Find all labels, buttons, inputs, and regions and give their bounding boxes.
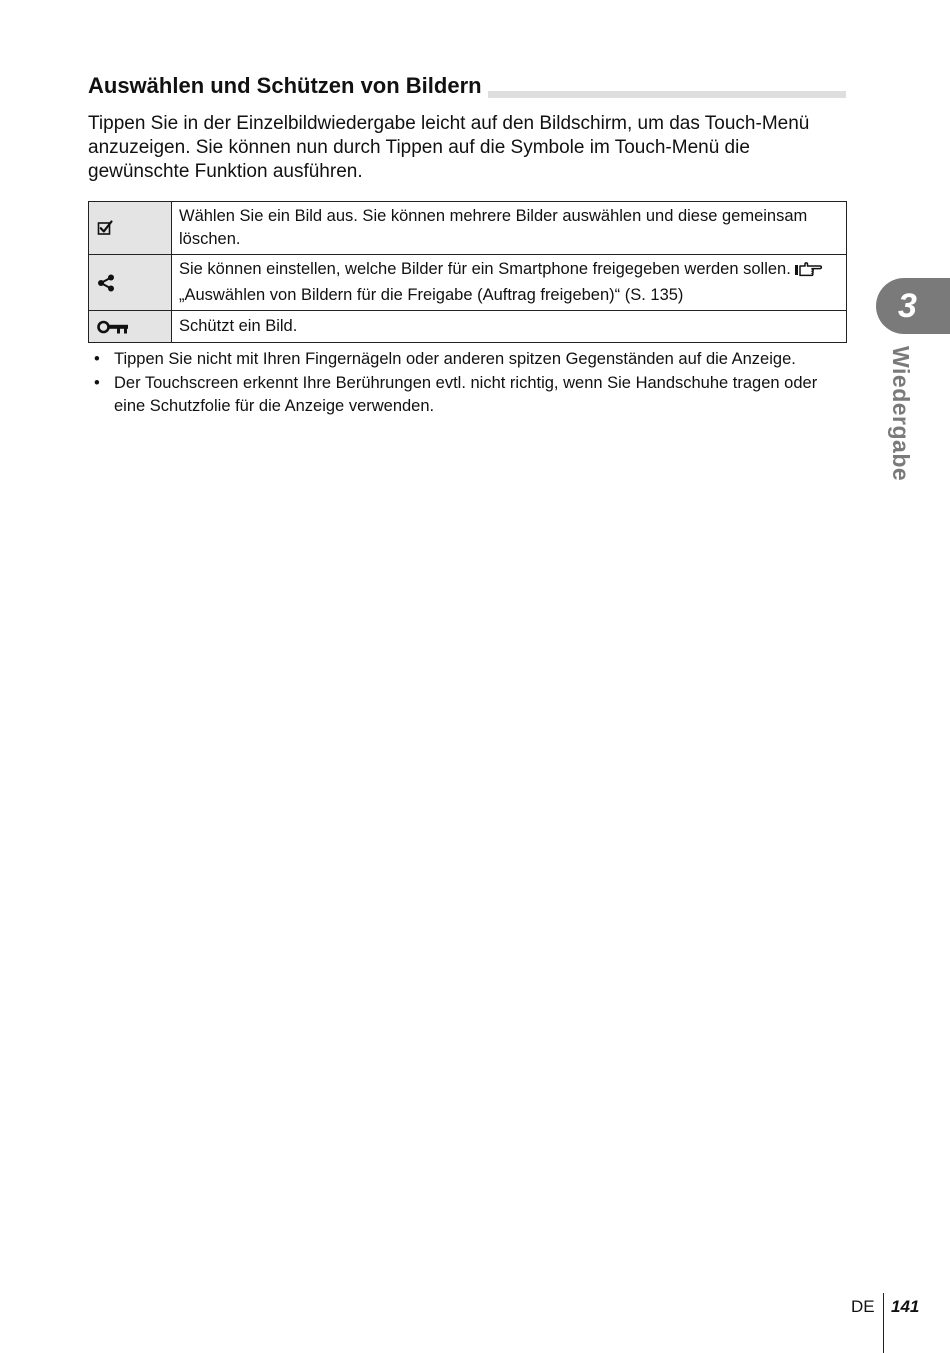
key-icon (97, 319, 171, 335)
share-description: Sie können einstellen, welche Bilder für ein Smartphone freigegeben werden sollen. (179, 260, 791, 278)
table-text-cell: Wählen Sie ein Bild aus. Sie können mehrere Bilder auswählen und diese gemeinsam löschen. (172, 202, 847, 255)
table-row (89, 311, 847, 343)
footer-divider (883, 1293, 884, 1353)
chapter-label: Wiedergabe (888, 346, 914, 482)
table-text-cell (172, 255, 847, 311)
table-row (89, 255, 847, 311)
intro-paragraph: Tippen Sie in der Einzelbildwiedergabe leicht auf den Bildschirm, um das Touch-Menü anzuzeigen. Sie können nun durch Tippen auf die Symbole im Touch-Menü die gewünschte Funktion ausführen. (88, 113, 810, 182)
bullet: • (94, 374, 100, 392)
notes-list (90, 348, 820, 419)
list-item (90, 348, 820, 371)
table-row (89, 202, 847, 255)
table-icon-cell (89, 311, 172, 343)
table-icon-cell (89, 255, 172, 311)
footer-language: DE (851, 1297, 875, 1316)
chapter-tab (876, 278, 950, 334)
checkbox-icon (97, 219, 171, 237)
page-title: Auswählen und Schützen von Bildern (88, 72, 488, 100)
share-icon (97, 274, 171, 292)
touch-menu-table (88, 201, 847, 343)
note-text: Tippen Sie nicht mit Ihren Fingernägeln oder anderen spitzen Gegenständen auf die Anzeige. (114, 350, 796, 368)
pointing-hand-icon (793, 260, 823, 284)
page-reference: „Auswählen von Bildern für die Freigabe (Auftrag freigeben)“ (S. 135) (179, 286, 684, 304)
page-number: 141 (891, 1297, 920, 1316)
table-text-cell: Schützt ein Bild. (172, 311, 847, 343)
list-item (90, 372, 820, 418)
chapter-number: 3 (898, 287, 917, 325)
table-icon-cell (89, 202, 172, 255)
bullet: • (94, 350, 100, 368)
note-text: Der Touchscreen erkennt Ihre Berührungen evtl. nicht richtig, wenn Sie Handschuhe tragen oder eine Schutzfolie für die Anzeige verwenden. (114, 374, 818, 415)
section-header (88, 72, 846, 102)
